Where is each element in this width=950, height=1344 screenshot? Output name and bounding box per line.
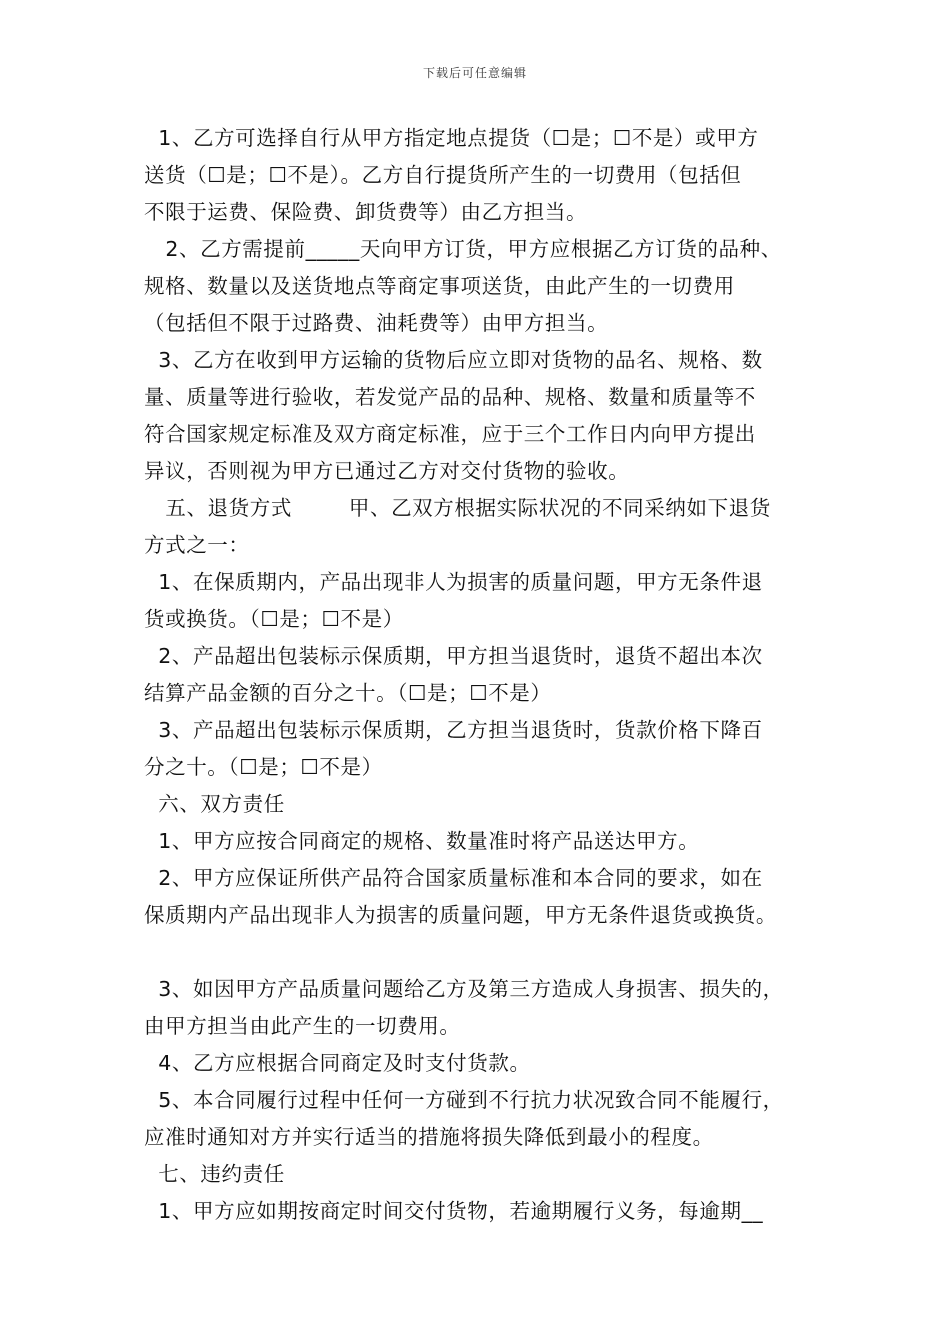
text-line: 量、质量等进行验收，若发觉产品的品种、规格、数量和质量等不 [144,385,756,409]
text-line: 规格、数量以及送货地点等商定事项送货，由此产生的一切费用 [144,274,735,298]
text-line: 2、乙方需提前_____天向甲方订货，甲方应根据乙方订货的品种、 [144,237,782,261]
blank-line [144,934,826,971]
text-line: 1、乙方可选择自行从甲方指定地点提货（☐是；☐不是）或甲方 [144,126,759,150]
text-line: 1、在保质期内，产品出现非人为损害的质量问题，甲方无条件退 [144,570,763,594]
text-line: 1、甲方应如期按商定时间交付货物，若逾期履行义务，每逾期__ [144,1199,764,1223]
text-line: 送货（☐是；☐不是）。乙方自行提货所产生的一切费用（包括但 [144,163,742,187]
section-heading-responsibilities: 六、双方责任 [144,792,285,816]
page-header: 下载后可任意编辑 [422,66,527,80]
text-line: 4、乙方应根据合同商定及时支付货款。 [144,1051,531,1075]
text-line: 3、如因甲方产品质量问题给乙方及第三方造成人身损害、损失的， [144,977,784,1001]
text-line: 由甲方担当由此产生的一切费用。 [144,1014,461,1038]
section-heading-return-method: 五、退货方式 甲、乙双方根据实际状况的不同采纳如下退货 [144,496,771,520]
text-line: 2、甲方应保证所供产品符合国家质量标准和本合同的要求，如在 [144,866,763,890]
text-line: 异议，否则视为甲方已通过乙方对交付货物的验收。 [144,459,630,483]
text-line: 保质期内产品出现非人为损害的质量问题，甲方无条件退货或换货。 [144,903,777,927]
document-body [144,120,826,1230]
text-line: 结算产品金额的百分之十。（☐是；☐不是） [144,681,552,705]
text-line: 2、产品超出包装标示保质期，甲方担当退货时，退货不超出本次 [144,644,763,668]
text-line: 不限于运费、保险费、卸货费等）由乙方担当。 [144,200,588,224]
text-line: （包括但不限于过路费、油耗费等）由甲方担当。 [144,311,609,335]
text-line: 3、产品超出包装标示保质期，乙方担当退货时，货款价格下降百 [144,718,763,742]
text-line: 分之十。（☐是；☐不是） [144,755,383,779]
text-line: 货或换货。（☐是；☐不是） [144,607,404,631]
text-line: 符合国家规定标准及双方商定标准，应于三个工作日内向甲方提出 [144,422,756,446]
text-line: 方式之一： [144,533,250,557]
text-line: 1、甲方应按合同商定的规格、数量准时将产品送达甲方。 [144,829,700,853]
text-line: 3、乙方在收到甲方运输的货物后应立即对货物的品名、规格、数 [144,348,763,372]
text-line: 5、本合同履行过程中任何一方碰到不行抗力状况致合同不能履行， [144,1088,784,1112]
section-heading-breach-liability: 七、违约责任 [144,1162,285,1186]
text-line: 应准时通知对方并实行适当的措施将损失降低到最小的程度。 [144,1125,714,1149]
